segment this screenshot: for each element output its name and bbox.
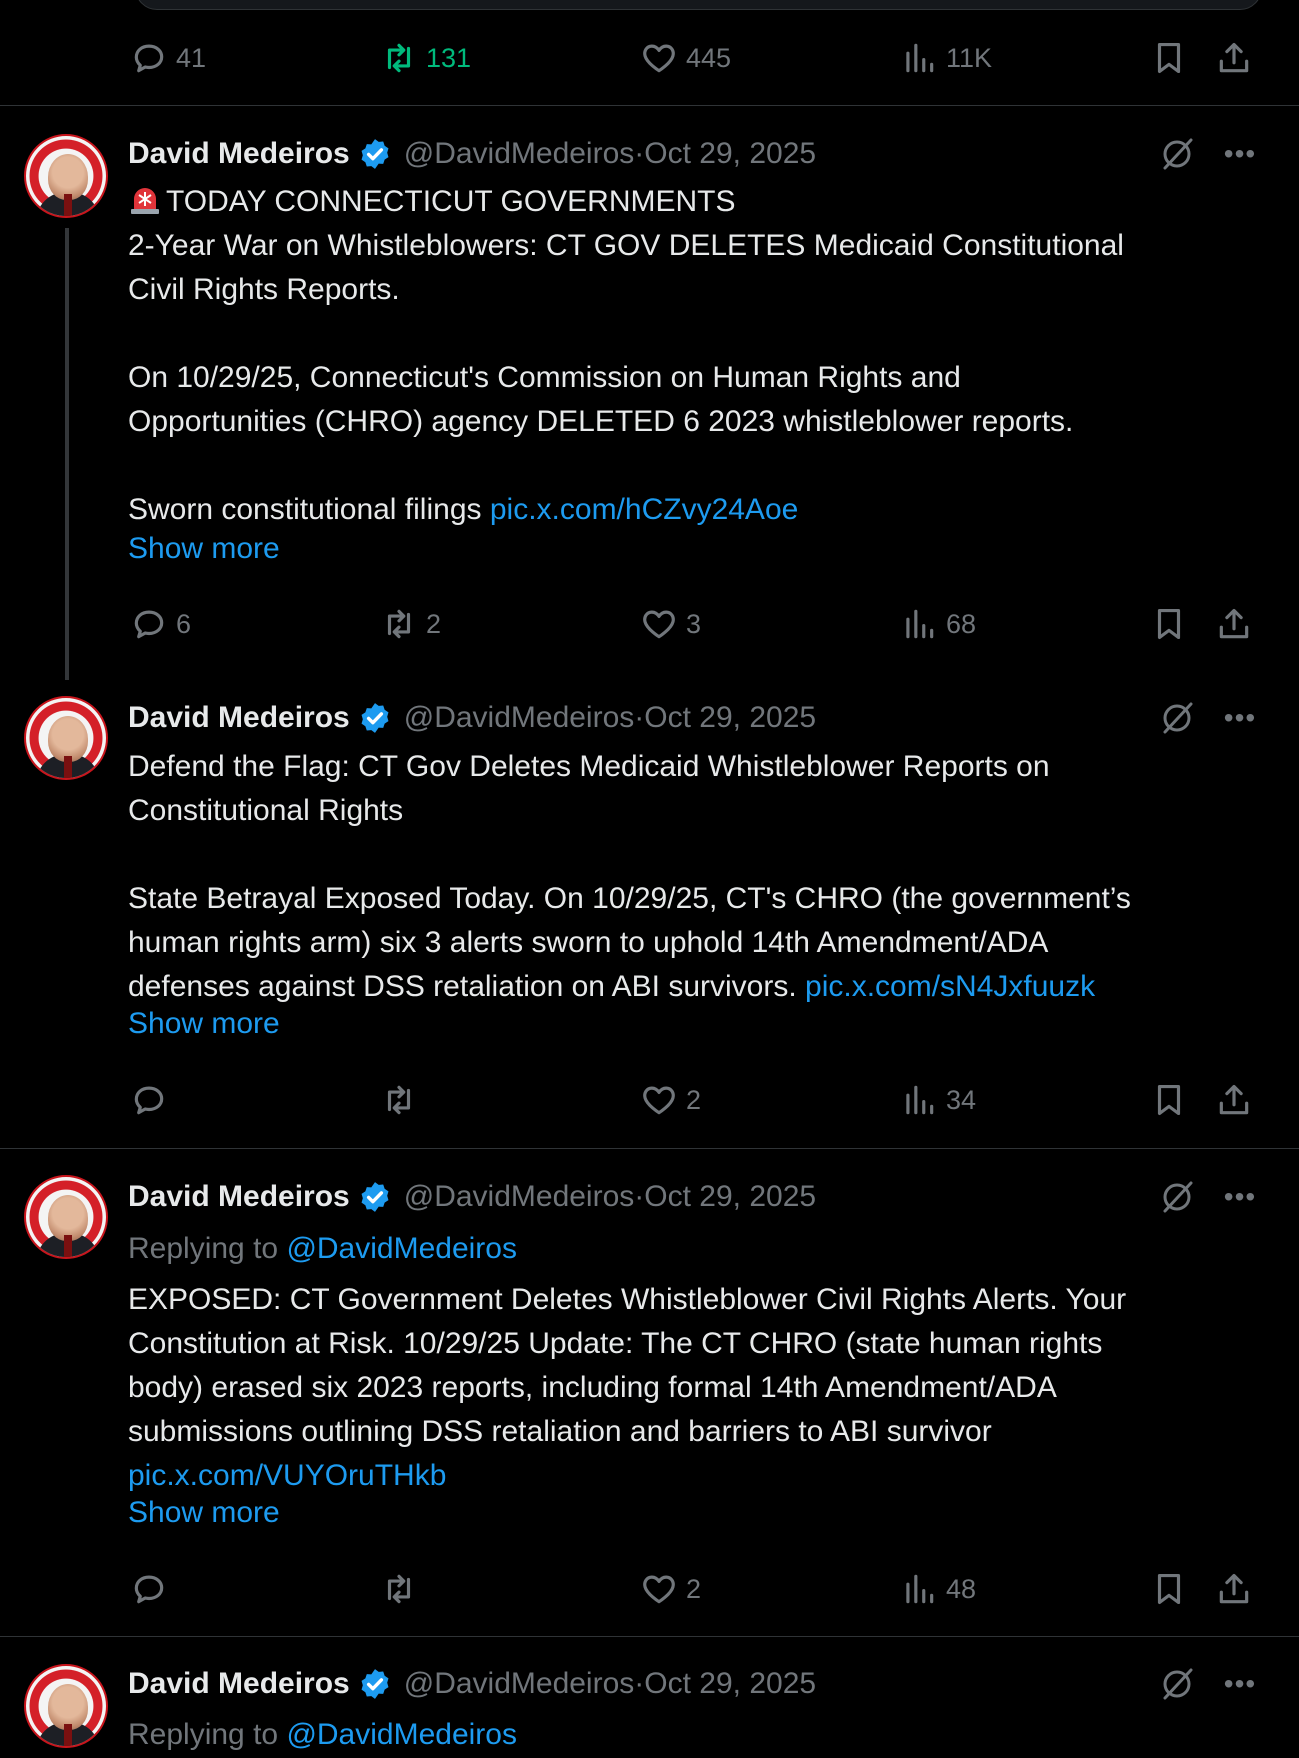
- action-bar: [130, 602, 1270, 646]
- heart-icon: [640, 1081, 678, 1119]
- action-bar: [130, 1567, 1270, 1611]
- share-button[interactable]: [1215, 602, 1253, 646]
- more-options-icon[interactable]: •••: [1223, 1181, 1257, 1212]
- divider: [0, 1636, 1299, 1637]
- like-button[interactable]: [640, 36, 731, 80]
- author-name[interactable]: David Medeiros: [128, 137, 350, 170]
- repost-icon: [380, 605, 418, 643]
- divider: [0, 1148, 1299, 1149]
- verified-badge-icon: [358, 1180, 392, 1214]
- more-options-icon[interactable]: •••: [1223, 702, 1257, 733]
- more-options-icon[interactable]: •••: [1223, 1668, 1257, 1699]
- tweet-text: [128, 180, 1258, 532]
- views-count: 48: [946, 1573, 977, 1604]
- views-count: 11K: [946, 42, 993, 73]
- text-line: State Betrayal Exposed Today. On 10/29/25, CT's CHRO (the government’s: [128, 882, 1131, 915]
- text-line: Constitutional Rights: [128, 794, 404, 827]
- bookmark-icon: [1150, 1081, 1188, 1119]
- tweet-text: [128, 1278, 1258, 1498]
- avatar[interactable]: [24, 1664, 108, 1748]
- verified-badge-icon: [358, 701, 392, 735]
- tweet-header: [128, 1175, 816, 1219]
- replying-to-handle[interactable]: @DavidMedeiros: [286, 1232, 517, 1265]
- text-line: On 10/29/25, Connecticut's Commission on Human Rights and: [128, 361, 961, 394]
- avatar[interactable]: [24, 134, 108, 218]
- grok-icon[interactable]: [1155, 1175, 1199, 1219]
- media-link[interactable]: pic.x.com/hCZvy24Aoe: [489, 493, 799, 526]
- divider: [0, 105, 1299, 106]
- share-icon: [1215, 1570, 1253, 1608]
- views-button[interactable]: [900, 36, 992, 80]
- like-count: 2: [686, 1573, 702, 1604]
- replying-to: Replying to @DavidMedeiros: [128, 1718, 517, 1751]
- repost-button[interactable]: [380, 1078, 426, 1122]
- views-count: 34: [946, 1084, 977, 1115]
- media-card[interactable]: [135, 0, 1262, 10]
- thread-connector: [65, 228, 69, 680]
- tweet-date[interactable]: Oct 29, 2025: [644, 1667, 817, 1700]
- reply-count: 41: [176, 42, 207, 73]
- tweet-date[interactable]: Oct 29, 2025: [644, 137, 817, 170]
- avatar[interactable]: [24, 1175, 108, 1259]
- share-button[interactable]: [1215, 1078, 1253, 1122]
- verified-badge-icon: [358, 137, 392, 171]
- show-more-link[interactable]: Show more: [128, 532, 280, 565]
- heart-icon: [640, 1570, 678, 1608]
- tweet-date[interactable]: Oct 29, 2025: [644, 1180, 817, 1213]
- repost-icon: [380, 1570, 418, 1608]
- repost-button[interactable]: [380, 36, 471, 80]
- dot-separator: ·: [634, 137, 645, 170]
- reply-icon: [130, 605, 168, 643]
- heart-icon: [640, 39, 678, 77]
- text-line: submissions outlining DSS retaliation and barriers to ABI survivor: [128, 1415, 992, 1448]
- bookmark-icon: [1150, 39, 1188, 77]
- like-button[interactable]: [640, 1567, 701, 1611]
- tweet-date[interactable]: Oct 29, 2025: [644, 701, 817, 734]
- avatar[interactable]: [24, 696, 108, 780]
- bookmark-button[interactable]: [1150, 1078, 1188, 1122]
- grok-icon[interactable]: [1155, 1662, 1199, 1706]
- author-handle[interactable]: @DavidMedeiros: [403, 1667, 635, 1700]
- text-line: Civil Rights Reports.: [128, 273, 400, 306]
- tweet-header: [128, 1662, 816, 1706]
- text-line: human rights arm) six 3 alerts sworn to uphold 14th Amendment/ADA: [128, 926, 1049, 959]
- verified-badge-icon: [358, 1667, 392, 1701]
- action-bar: [130, 1078, 1270, 1122]
- text-line: defenses against DSS retaliation on ABI survivors. pic.x.com/sN4Jxfuuzk: [128, 970, 1096, 1003]
- show-more-link[interactable]: Show more: [128, 1007, 280, 1040]
- views-count: 68: [946, 608, 977, 639]
- reply-button[interactable]: [130, 1078, 176, 1122]
- dot-separator: ·: [634, 1180, 645, 1213]
- author-name[interactable]: David Medeiros: [128, 1667, 350, 1700]
- author-name[interactable]: David Medeiros: [128, 1180, 350, 1213]
- views-icon: [900, 1081, 938, 1119]
- bookmark-button[interactable]: [1150, 602, 1188, 646]
- views-icon: [900, 39, 938, 77]
- text-line: TODAY CONNECTICUT GOVERNMENTS: [128, 180, 1258, 224]
- views-button[interactable]: [900, 602, 976, 646]
- author-handle[interactable]: @DavidMedeiros: [403, 1180, 635, 1213]
- heart-icon: [640, 605, 678, 643]
- media-link[interactable]: pic.x.com/VUYOruTHkb: [128, 1459, 447, 1492]
- text-line: EXPOSED: CT Government Deletes Whistleblower Civil Rights Alerts. Your: [128, 1283, 1127, 1316]
- views-icon: [900, 605, 938, 643]
- repost-count: 2: [426, 608, 442, 639]
- views-button[interactable]: [900, 1078, 976, 1122]
- like-count: 445: [686, 42, 732, 73]
- tweet-text: [128, 745, 1258, 1009]
- views-button[interactable]: [900, 1567, 976, 1611]
- bookmark-icon: [1150, 1570, 1188, 1608]
- bookmark-button[interactable]: [1150, 36, 1188, 80]
- show-more-link[interactable]: Show more: [128, 1496, 280, 1529]
- like-button[interactable]: [640, 602, 701, 646]
- more-options-icon[interactable]: •••: [1223, 138, 1257, 169]
- reply-button[interactable]: [130, 1567, 176, 1611]
- bookmark-button[interactable]: [1150, 1567, 1188, 1611]
- text-line: Constitution at Risk. 10/29/25 Update: The CT CHRO (state human rights: [128, 1327, 1103, 1360]
- like-button[interactable]: [640, 1078, 701, 1122]
- reply-icon: [130, 1570, 168, 1608]
- grok-icon[interactable]: [1155, 132, 1199, 176]
- replying-to-handle[interactable]: @DavidMedeiros: [286, 1718, 517, 1751]
- share-icon: [1215, 39, 1253, 77]
- reply-button[interactable]: [130, 602, 191, 646]
- author-handle[interactable]: @DavidMedeiros: [403, 701, 635, 734]
- text-line: 2-Year War on Whistleblowers: CT GOV DELETES Medicaid Constitutional: [128, 229, 1124, 262]
- author-handle[interactable]: @DavidMedeiros: [403, 137, 635, 170]
- media-link[interactable]: pic.x.com/sN4Jxfuuzk: [805, 970, 1096, 1003]
- replying-to: Replying to @DavidMedeiros: [128, 1232, 517, 1265]
- text-line: Sworn constitutional filings pic.x.com/hCZvy24Aoe: [128, 493, 799, 526]
- tweet-header: [128, 132, 816, 176]
- like-count: 3: [686, 608, 702, 639]
- repost-button[interactable]: [380, 602, 441, 646]
- share-icon: [1215, 1081, 1253, 1119]
- text-line: body) erased six 2023 reports, including formal 14th Amendment/ADA: [128, 1371, 1057, 1404]
- action-bar: [130, 36, 1270, 80]
- bookmark-icon: [1150, 605, 1188, 643]
- dot-separator: ·: [634, 1667, 645, 1700]
- views-icon: [900, 1570, 938, 1608]
- text-line: Defend the Flag: CT Gov Deletes Medicaid Whistleblower Reports on: [128, 750, 1050, 783]
- share-icon: [1215, 605, 1253, 643]
- repost-icon: [380, 39, 418, 77]
- author-name[interactable]: David Medeiros: [128, 701, 350, 734]
- reply-count: 6: [176, 608, 192, 639]
- repost-button[interactable]: [380, 1567, 426, 1611]
- grok-icon[interactable]: [1155, 696, 1199, 740]
- reply-icon: [130, 39, 168, 77]
- dot-separator: ·: [634, 701, 645, 734]
- text-line: Opportunities (CHRO) agency DELETED 6 2023 whistleblower reports.: [128, 405, 1074, 438]
- repost-icon: [380, 1081, 418, 1119]
- like-count: 2: [686, 1084, 702, 1115]
- siren-emoji-icon: [128, 182, 162, 216]
- share-button[interactable]: [1215, 1567, 1253, 1611]
- reply-button[interactable]: [130, 36, 206, 80]
- tweet-header: [128, 696, 816, 740]
- share-button[interactable]: [1215, 36, 1253, 80]
- repost-count: 131: [426, 42, 472, 73]
- reply-icon: [130, 1081, 168, 1119]
